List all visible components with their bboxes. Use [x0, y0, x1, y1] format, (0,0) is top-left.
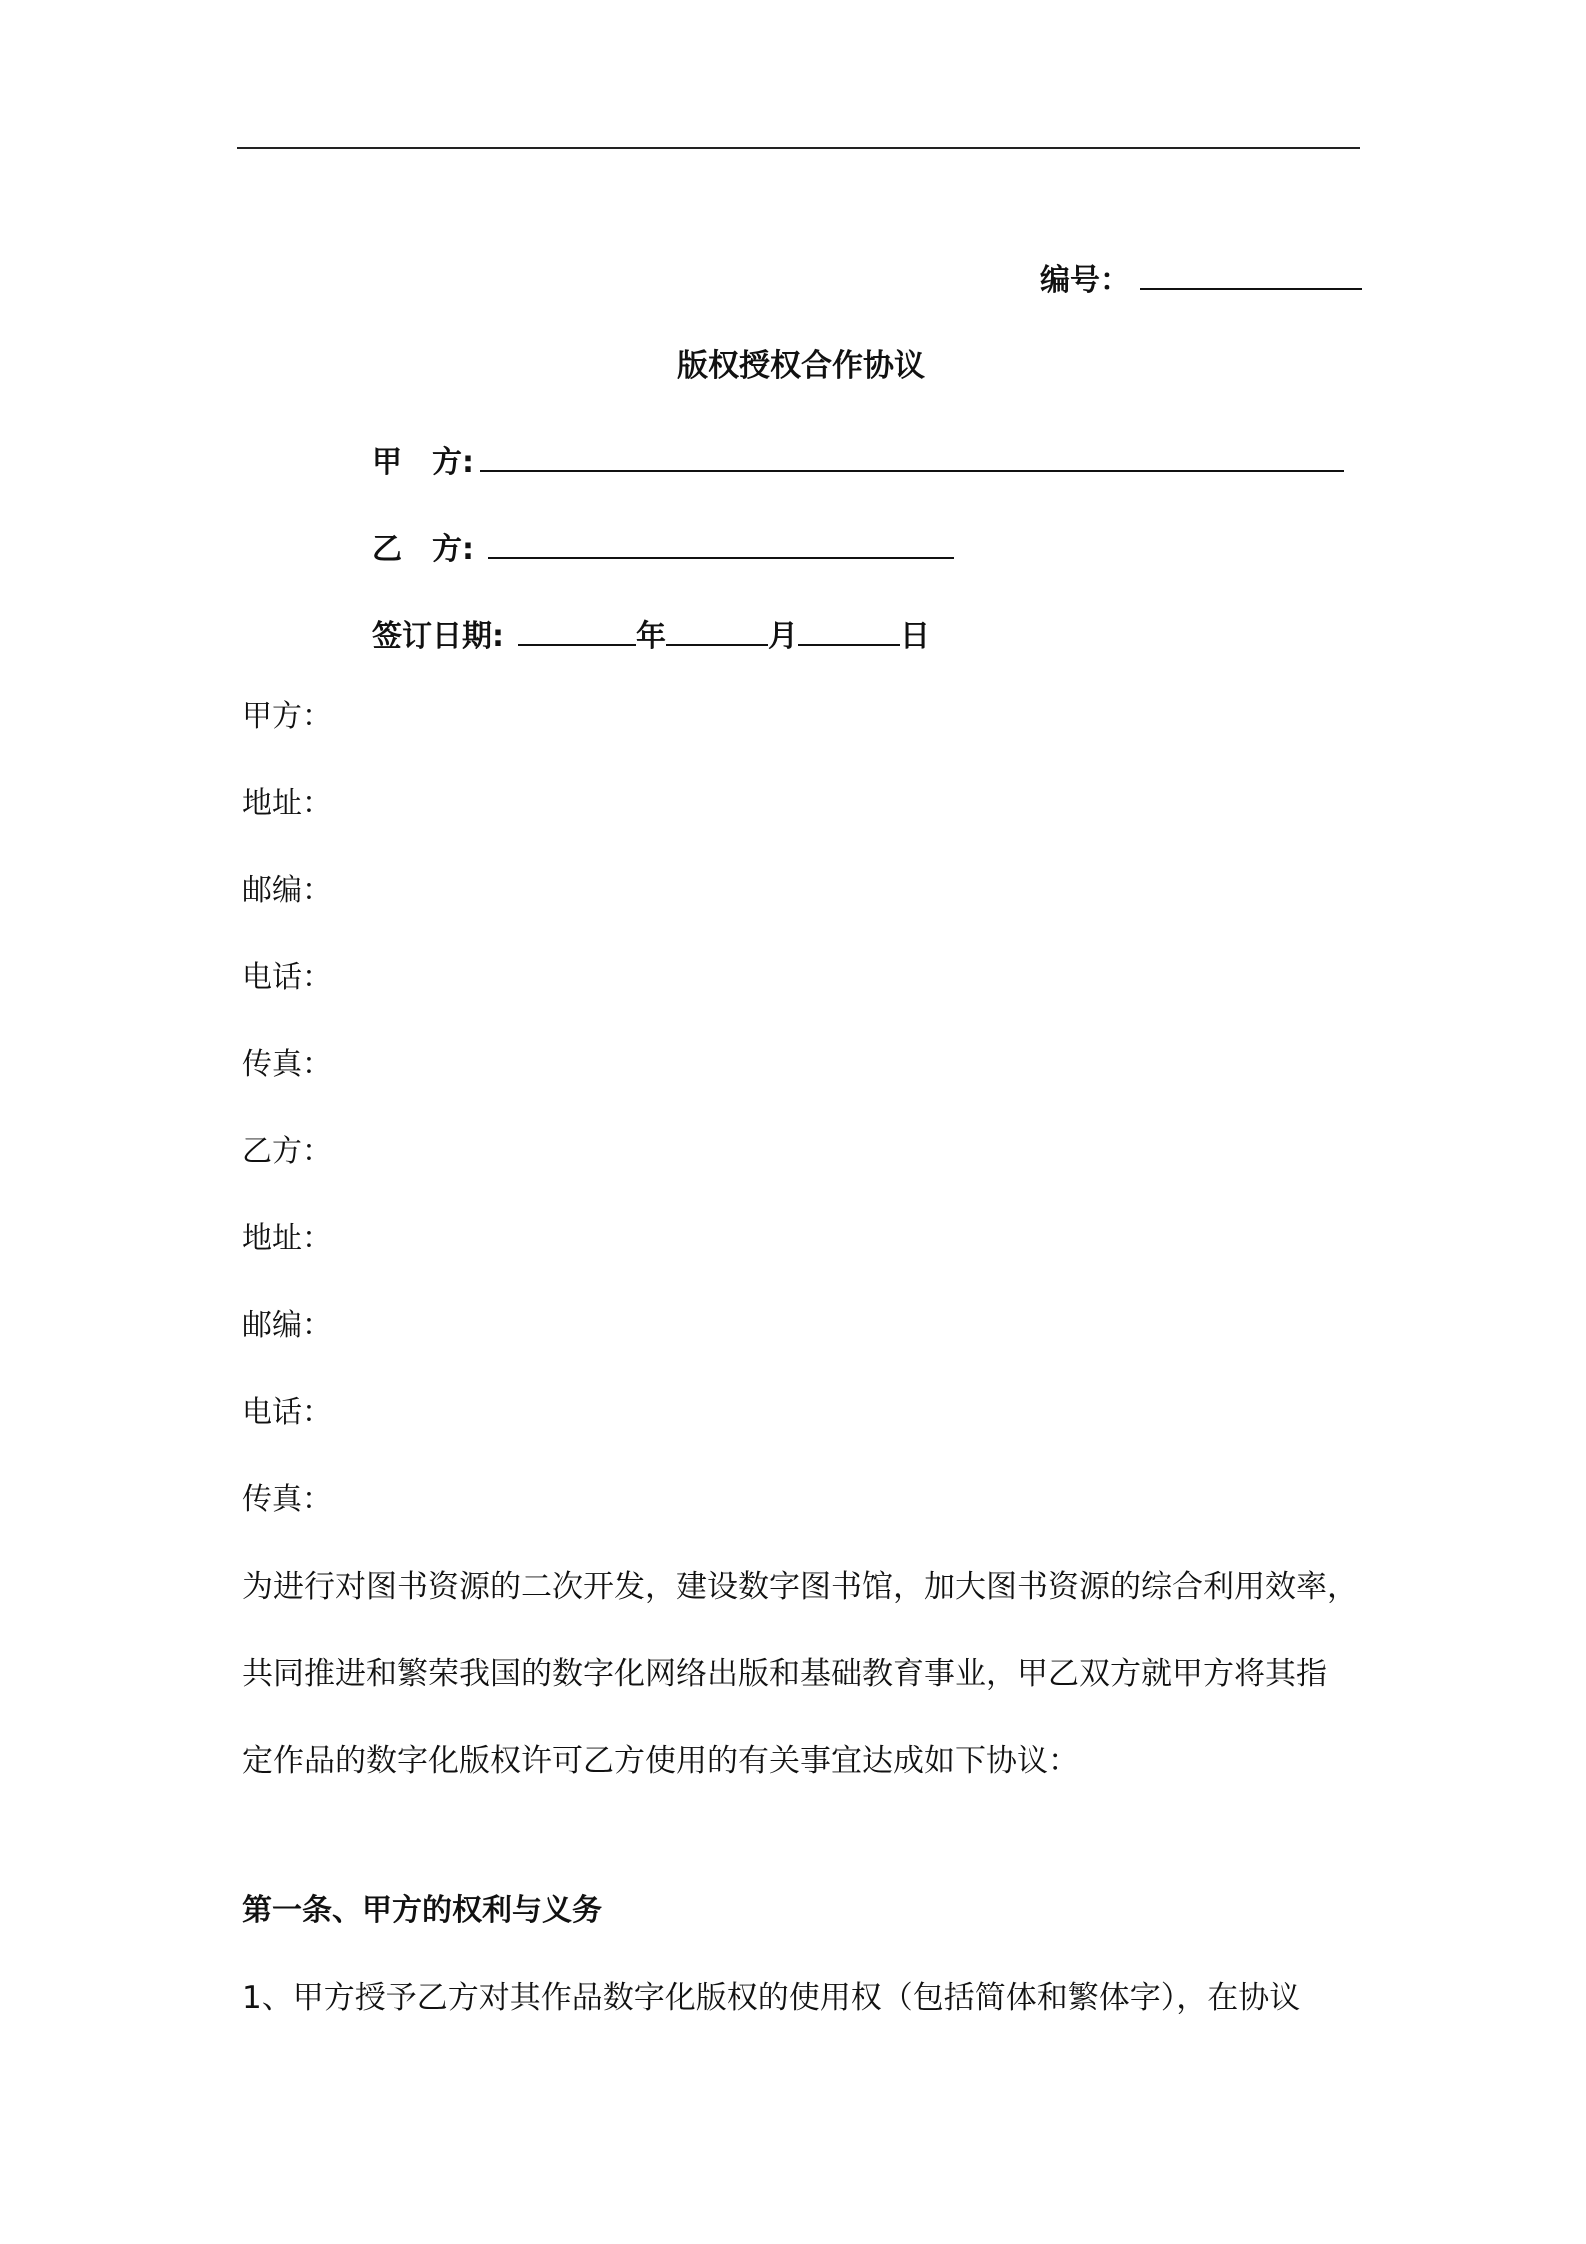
article-1-heading: 第一条、甲方的权利与义务 [242, 1893, 602, 1928]
signing-date-label: 签订日期: [372, 619, 504, 654]
signing-party-a-blank[interactable] [480, 440, 1344, 472]
party-b-fax: 传真： [242, 1482, 332, 1517]
header-rule [237, 147, 1360, 149]
party-a-name: 甲方： [242, 699, 332, 734]
signing-party-b-label: 乙 方: [372, 532, 474, 567]
party-b-postcode: 邮编： [242, 1308, 332, 1343]
party-a-postcode: 邮编： [242, 873, 332, 908]
party-b-name: 乙方： [242, 1134, 332, 1169]
document-title: 版权授权合作协议 [677, 348, 925, 384]
signing-party-a-row [372, 440, 1344, 483]
document-number-label: 编号： [1040, 263, 1130, 298]
signing-year-blank[interactable] [518, 614, 636, 646]
party-b-address: 地址： [242, 1221, 332, 1256]
signing-party-b-row [372, 527, 954, 570]
signing-month-blank[interactable] [666, 614, 768, 646]
document-number-blank[interactable] [1140, 258, 1362, 290]
preamble-line-2: 共同推进和繁荣我国的数字化网络出版和基础教育事业，甲乙双方就甲方将其指 [242, 1656, 1327, 1692]
signing-month-label: 月 [768, 619, 798, 654]
signing-party-b-blank[interactable] [488, 527, 954, 559]
signing-day-blank[interactable] [798, 614, 900, 646]
signing-party-a-label: 甲 方: [372, 445, 474, 480]
signing-year-label: 年 [636, 619, 666, 654]
document-number-row [1040, 258, 1362, 301]
party-b-phone: 电话： [242, 1395, 332, 1430]
signing-date-row [372, 614, 930, 657]
signing-day-label: 日 [900, 619, 930, 654]
preamble-line-3: 定作品的数字化版权许可乙方使用的有关事宜达成如下协议： [242, 1743, 1079, 1779]
preamble-line-1: 为进行对图书资源的二次开发，建设数字图书馆，加大图书资源的综合利用效率， [242, 1569, 1358, 1605]
party-a-address: 地址： [242, 786, 332, 821]
party-a-fax: 传真： [242, 1047, 332, 1082]
party-a-phone: 电话： [242, 960, 332, 995]
article-1-clause-1: 1、甲方授予乙方对其作品数字化版权的使用权（包括简体和繁体字），在协议 [242, 1980, 1301, 2016]
